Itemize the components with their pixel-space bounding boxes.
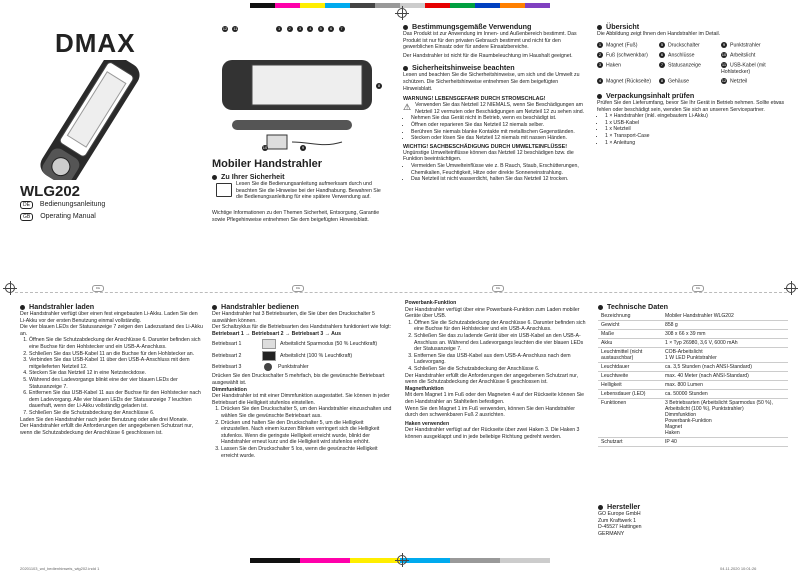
page-divider (15, 292, 787, 293)
mag-text-2: Wenn Sie den Magnet 1 im Fuß verwenden, können Sie den Handstrahler durch den schwenkbaren Fuß 2 ausrichten. (405, 405, 576, 419)
power-heading: Powerbank-Funktion (405, 300, 457, 306)
mode-desc: Arbeitslicht (100 % Leuchtkraft) (280, 353, 353, 360)
tech-value: 308 x 66 x 39 mm (662, 330, 788, 339)
overview-num: 10 (721, 51, 727, 57)
power-text-2: Der Handstrahler erfüllt die Anforderungen der angegebenen Schutzart nur, wenn die Schutzabdeckung der Anschlüsse 6 geschlossen ist. (405, 372, 579, 386)
lang-badge: GB (20, 213, 33, 221)
lang-row-gb (20, 213, 96, 221)
overview-label: Magnet (Rückseite) (606, 78, 651, 85)
overview-item (597, 78, 659, 85)
callout-badge: 9 (301, 145, 305, 150)
mode-swatch-icon (264, 363, 272, 371)
warning-bullet: • Stecken oder lösen Sie das Netzteil 12 niemals mit nassen Händen. (411, 135, 588, 142)
pack-item: • 1 x USB-Kabel (605, 120, 787, 127)
charge-text-3: Laden Sie den Handstrahler nach jeder Benutzung oder alle drei Monate. (20, 416, 189, 423)
use-text: Das Produkt ist zur Anwendung im Innen- und Außenbereich bestimmt. Das Produkt ist nur für den privaten Gebrauch bestimmt und nicht für den gewerblichen Einsatz oder für andere Einsatzbereiche. (403, 31, 577, 51)
pack-heading-label: Verpackungsinhalt prüfen (606, 91, 695, 101)
use-heading-label: Bestimmungsgemäße Verwendung (412, 22, 532, 31)
operate-text-3: Drücken Sie den Druckschalter 5 mehrfach, bis die gewünschte Betriebsart ausgewählt ist. (212, 373, 385, 386)
overview-label: Druckschalter (668, 41, 700, 48)
table-row (598, 312, 788, 321)
tech-key: Akku (598, 339, 662, 348)
tech-key: Leuchtmittel (nicht austauschbar) (598, 348, 662, 363)
brand-logo: DMAX (55, 28, 136, 58)
tech-value: 3 Betriebsarten (Arbeitslicht Sparmodus (50 %), Arbeitslicht (100 %), Punktstrahler) Dimmfunktion Powerbank-Funktion Magnet Haken (662, 399, 788, 438)
mag-text: Mit dem Magnet 1 im Fuß oder den Magneten 4 auf der Rückseite können Sie den Handstrahler an Stahlteilen befestigen. (405, 392, 585, 405)
operate-heading (212, 302, 392, 311)
safety-text: Lesen Sie die Bedienungsanleitung aufmerksam durch und beachten Sie die Hinweise bei der Handhabung. Bewahren Sie die Bedienungsanleitung für eine spätere Verwendung auf. (236, 181, 381, 201)
book-icon (216, 183, 232, 197)
charge-step: 1. Öffnen Sie die Schutzabdeckung der Anschlüsse 6. Darunter befinden sich eine Buchse für den Hohlstecker und ein USB-A-Anschluss. (29, 337, 203, 350)
important-bullet: • Das Netzteil ist nicht wasserdicht, halten Sie das Netzteil 12 trocken. (411, 176, 588, 183)
maker-heading (598, 502, 778, 511)
tech-key: Funktionen (598, 399, 662, 438)
overview-num: 7 (660, 61, 664, 67)
use-heading (403, 22, 588, 31)
overview-item (659, 52, 721, 59)
power-step: 1. Öffnen Sie die Schutzabdeckung der Anschlüsse 6. Darunter befinden sich eine Buchse für den Hohlstecker und ein USB-A-Anschluss. (414, 320, 588, 333)
table-row (598, 438, 788, 447)
charge-heading-label: Handstrahler laden (29, 302, 95, 311)
callout-badge: 7 (340, 26, 343, 31)
overview-label: Magnet (Fuß) (606, 41, 638, 48)
overview-label: Gehäuse (668, 78, 690, 85)
registration-mark-icon (786, 283, 796, 293)
table-row (598, 372, 788, 381)
page-mark: DE (92, 285, 104, 292)
callout-badge: 6 (330, 26, 333, 31)
overview-label: Haken (606, 61, 621, 68)
registration-mark-icon (397, 8, 407, 18)
mode-name: Betriebsart 1 (212, 341, 242, 348)
tech-value: ca. 50000 Stunden (662, 390, 788, 399)
callout-badge: 12 (222, 26, 228, 31)
table-row (598, 330, 788, 339)
power-step: 4. Schließen Sie die Schutzabdeckung der Anschlüsse 6. (414, 366, 588, 373)
lang-badge: DE (20, 201, 33, 209)
dim-step: 3. Lassen Sie den Druckschalter 5 los, wenn die gewünschte Helligkeit erreicht wurde. (221, 446, 392, 459)
charge-text: Der Handstrahler verfügt über einen fest eingebauten Li-Akku. Laden Sie den Li-Akku vor der ersten Benutzung einmal vollständig. (20, 311, 198, 324)
pack-heading (597, 91, 787, 100)
tech-value: COB-Arbeitslicht 1 W LED Punktstrahler (662, 348, 788, 363)
overview-intro: Die Abbildung zeigt Ihnen den Handstrahler im Detail. (597, 31, 721, 37)
mode-row (212, 351, 392, 361)
tech-value: ca. 3,5 Stunden (nach ANSI-Standard) (662, 363, 788, 372)
charge-step: 7. Schließen Sie die Schutzabdeckung der Anschlüsse 6. (29, 410, 203, 417)
dim-step: 2. Drücken und halten Sie den Druckschalter 5, um die Helligkeit einzustellen. Nach einem kurzen Blinken verringert sich die Helligkeit stufenlos. Wenn die geringste Helligkeit erreicht wurde, blinkt der Handstrahler erneut kurz und die Helligkeit wird stufenlos erhöht. (221, 420, 392, 446)
overview-label: Arbeitslicht (730, 51, 756, 58)
warning-bullet: • Nehmen Sie das Gerät nicht in Betrieb, wenn es beschädigt ist. (411, 115, 588, 122)
important-text: Ungünstige Umwelteinflüsse können das Netzteil 12 beschädigen bzw. die Funktion beeinträchtigen. (403, 149, 574, 163)
power-step: 3. Entfernen Sie das USB-Kabel aus dem USB-A-Anschluss nach dem Ladevorgang. (414, 353, 588, 366)
overview-num: 3 (598, 61, 602, 67)
overview-num: 1 (598, 41, 602, 47)
callout-badge: 3 (298, 26, 302, 31)
product-illustration (15, 60, 165, 180)
table-row (598, 381, 788, 390)
charge-text-2: Die vier blauen LEDs der Statusanzeige 7 zeigen den Ladezustand des Li-Akku an. (20, 324, 203, 337)
mode-swatch-icon (262, 339, 276, 349)
maker-heading-label: Hersteller (607, 502, 641, 511)
overview-heading (597, 22, 787, 31)
table-row (598, 348, 788, 363)
lang-row-de (20, 201, 105, 209)
overview-item (721, 78, 787, 85)
hook-text: Der Handstrahler verfügt auf der Rückseite über zwei Haken 3. Die Haken 3 können ausgeklappt und in jede beliebige Richtung gedreht werden. (405, 427, 580, 440)
charge-heading (20, 302, 203, 311)
charge-step: 4. Stecken Sie das Netzteil 12 in eine Netzsteckdose. (29, 370, 203, 377)
maker-line: D-45527 Hattingen (598, 524, 642, 531)
tech-heading-label: Technische Daten (607, 302, 668, 311)
registration-mark-icon (5, 283, 15, 293)
mode-desc: Arbeitslicht Sparmodus (50 % Leuchtkraft) (280, 341, 378, 348)
overview-item (597, 52, 659, 59)
hint-heading (403, 63, 588, 72)
mode-row (212, 363, 392, 371)
safety-heading (212, 172, 285, 181)
overview-label: Punktstrahler (730, 41, 761, 48)
callout-badge: 4 (309, 26, 312, 31)
hint-heading-label: Sicherheitshinweise beachten (412, 63, 515, 73)
mode-desc: Punktstrahler (278, 364, 309, 371)
overview-item (721, 42, 787, 49)
charge-step: 5. Während des Ladevorgangs blinkt eine der vier blauen LEDs der Statusanzeige 7. (29, 377, 203, 390)
page-mark: DE (692, 285, 704, 292)
overview-label: Statusanzeige (668, 61, 701, 68)
tech-value: max. 40 Meter (nach ANSI-Standard) (662, 372, 788, 381)
callout-badge: 5 (319, 26, 322, 31)
overview-item (659, 78, 721, 85)
important-heading: WICHTIG! SACHBESCHÄDIGUNG DURCH UMWELTEINFLÜSSE! (403, 143, 568, 150)
tech-key: Maße (598, 330, 662, 339)
page-mark: DE (292, 285, 304, 292)
callout-badge: 1 (278, 26, 281, 31)
callout-badge: 11 (233, 26, 238, 31)
tech-key: Helligkeit (598, 381, 662, 390)
mag-heading: Magnetfunktion (405, 385, 444, 392)
charge-step: 3. Verbinden Sie das USB-Kabel 11 über den USB-A-Anschluss mit dem mitgelieferten Netzteil 12. (29, 357, 203, 370)
registration-mark-icon (397, 555, 407, 565)
overview-num: 11 (721, 61, 727, 67)
pack-item: • 1 x Netzteil (605, 126, 787, 133)
table-row (598, 399, 788, 438)
tech-value: 858 g (662, 321, 788, 330)
tech-value: Mobiler Handstrahler WLG202 (662, 312, 788, 321)
callout-badge: 10 (262, 145, 268, 150)
table-row (598, 339, 788, 348)
charge-text-4: Der Handstrahler erfüllt die Anforderungen der angegebenen Schutzart nur, wenn die Schutzabdeckung der Anschlüsse 6 geschlossen ist. (20, 423, 194, 436)
tech-value: max. 800 Lumen (662, 381, 788, 390)
overview-item (597, 42, 659, 49)
table-row (598, 390, 788, 399)
charge-step: 6. Entfernen Sie das USB-Kabel 11 aus der Buchse für den Hohlstecker nach dem Ladevorgang. Alle vier blauen LEDs der Statusanzeige 7 leuchten dauerhaft, wenn der Li-Akku vollständig geladen ist. (29, 390, 203, 410)
warning-bullet: • Öffnen oder reparieren Sie das Netzteil 12 niemals selber. (411, 122, 588, 129)
table-row (598, 321, 788, 330)
maker-line: Zum Kraftwerk 1 (598, 517, 637, 524)
tech-key: Gewicht (598, 321, 662, 330)
overview-num: 12 (721, 78, 727, 84)
tech-value: 1 × Typ 26980, 3,6 V, 6000 mAh (662, 339, 788, 348)
overview-label: Fuß (schwenkbar) (606, 51, 648, 58)
power-step: 2. Schließen Sie das zu ladende Gerät über ein USB-Kabel an den USB-A-Anschluss an. Während des Ladevorgangs leuchten die vier blauen LEDs der Statusanzeige 7. (414, 333, 588, 353)
warning-heading: WARNUNG! LEBENSGEFAHR DURCH STROMSCHLAG! (403, 96, 546, 103)
tech-key: Schutzart (598, 438, 662, 447)
overview-label: Netzteil (730, 78, 748, 85)
callout-row (222, 26, 348, 32)
tech-key: Lebensdauer (LED) (598, 390, 662, 399)
callout-badge: 8 (377, 83, 381, 88)
warning-icon: ⚠ (403, 102, 412, 113)
pack-item: • 1 × Anleitung (605, 140, 787, 147)
overview-item (597, 62, 659, 76)
tech-key: Leuchtdauer (598, 363, 662, 372)
mode-row (212, 339, 392, 349)
overview-num: 6 (660, 51, 664, 57)
dim-step: 1. Drücken Sie den Druckschalter 5, um den Handstrahler einzuschalten und wählen Sie die gewünschte Betriebsart aus. (221, 406, 392, 419)
overview-label: Anschlüsse (668, 51, 695, 58)
charge-step: 2. Schließen Sie das USB-Kabel 11 an die Buchse für den Hohlstecker an. (29, 351, 203, 358)
mode-name: Betriebsart 3 (212, 364, 242, 371)
operate-heading-label: Handstrahler bedienen (221, 302, 299, 311)
overview-num: 2 (598, 51, 602, 57)
use-text-2: Der Handstrahler ist nicht für die Raumbeleuchtung im Haushalt geeignet. (403, 52, 573, 59)
tech-key: Bezeichnung (598, 312, 662, 321)
overview-item (659, 62, 721, 76)
mode-name: Betriebsart 2 (212, 353, 242, 360)
power-text: Der Handstrahler verfügt über eine Powerbank-Funktion zum Laden mobiler Geräte über USB. (405, 306, 580, 320)
operate-text: Der Handstrahler hat 3 Betriebsarten, die Sie über den Druckschalter 5 auswählen können. (212, 311, 375, 324)
footer-date: 04.11.2020 10:01:26 (720, 566, 757, 571)
tech-table (598, 312, 788, 447)
maker-line: GERMANY (598, 530, 625, 537)
hook-heading: Haken verwenden (405, 420, 450, 427)
pack-text: Prüfen Sie den Lieferumfang, bevor Sie Ihr Gerät in Betrieb nehmen. Sollte etwas fehlen oder beschädigt sein, wenden Sie sich an unseren Servicepartner. (597, 100, 785, 113)
dim-heading: Dimmfunktion (212, 386, 247, 393)
overview-num: 5 (660, 41, 664, 47)
tech-heading (598, 302, 668, 311)
footer-file: 20201103_wd_bedienhinweis_wlg202.indd 1 (20, 566, 100, 571)
hint-text: Lesen und beachten Sie die Sicherheitshinweise, um sich und die Umwelt zu schützen. Die Sicherheitshinweise entnehmen Sie dem beigefügten Hinweisblatt. (403, 72, 580, 92)
warning-text: Verwenden Sie das Netzteil 12 NIEMALS, wenn Sie Beschädigungen am Netzteil 12 vermuten oder Beschädigungen am Netzteil 12 zu sehen sind. (415, 102, 585, 115)
operate-text-2: Der Schaltzyklus für die Betriebsarten des Handstrahlers funktioniert wie folgt: (212, 324, 392, 331)
overview-item (721, 52, 787, 59)
lang-label: Bedienungsanleitung (39, 201, 106, 208)
warning-bullet: • Berühren Sie niemals blanke Kontakte mit metallischen Gegenständen. (411, 129, 588, 136)
maker-line: GO Europe GmbH (598, 511, 641, 517)
pack-item: • 1 × Handstrahler (inkl. eingebautem Li-Akku) (605, 113, 787, 120)
tech-value: IP 40 (662, 438, 788, 447)
overview-label: USB-Kabel (mit Hohlstecker) (721, 61, 766, 75)
important-bullet: • Vermeiden Sie Umwelteinflüsse wie z. B Rauch, Staub, Erschütterungen, Chemikalien, Feuchtigkeit, Hitze oder direkte Sonneneinstrahlung. (411, 163, 588, 176)
overview-item (721, 62, 787, 76)
overview-num: 4 (598, 78, 602, 84)
table-row (598, 363, 788, 372)
page-mark: DE (492, 285, 504, 292)
dim-text: Der Handstrahler ist mit einer Dimmfunktion ausgestattet. Sie können in jeder Betriebsart die Helligkeit stufenlos einstellen. (212, 393, 390, 406)
mode-cycle: Betriebsart 1 → Betriebsart 2 → Betriebsart 3 → Aus (212, 330, 341, 337)
overview-num: 9 (722, 41, 726, 47)
mode-swatch-icon (262, 351, 276, 361)
model-title: WLG202 (20, 183, 81, 200)
overview-heading-label: Übersicht (606, 22, 640, 31)
overview-grid (597, 42, 787, 85)
safety-heading-label: Zu Ihrer Sicherheit (221, 172, 285, 181)
product-diagram (212, 30, 387, 160)
product-title: Mobiler Handstrahler (212, 158, 323, 170)
safety-text-2: Wichtige Informationen zu den Themen Sicherheit, Entsorgung, Garantie sowie Pflegehinweise entnehmen Sie dem beigefügten Hinweisblatt. (212, 210, 380, 223)
overview-num: 8 (660, 78, 664, 84)
overview-item (659, 42, 721, 49)
callout-badge: 2 (288, 26, 291, 31)
lang-label: Operating Manual (40, 213, 96, 220)
pack-item: • 1 × Transport-Case (605, 133, 787, 140)
tech-key: Leuchtweite (598, 372, 662, 381)
